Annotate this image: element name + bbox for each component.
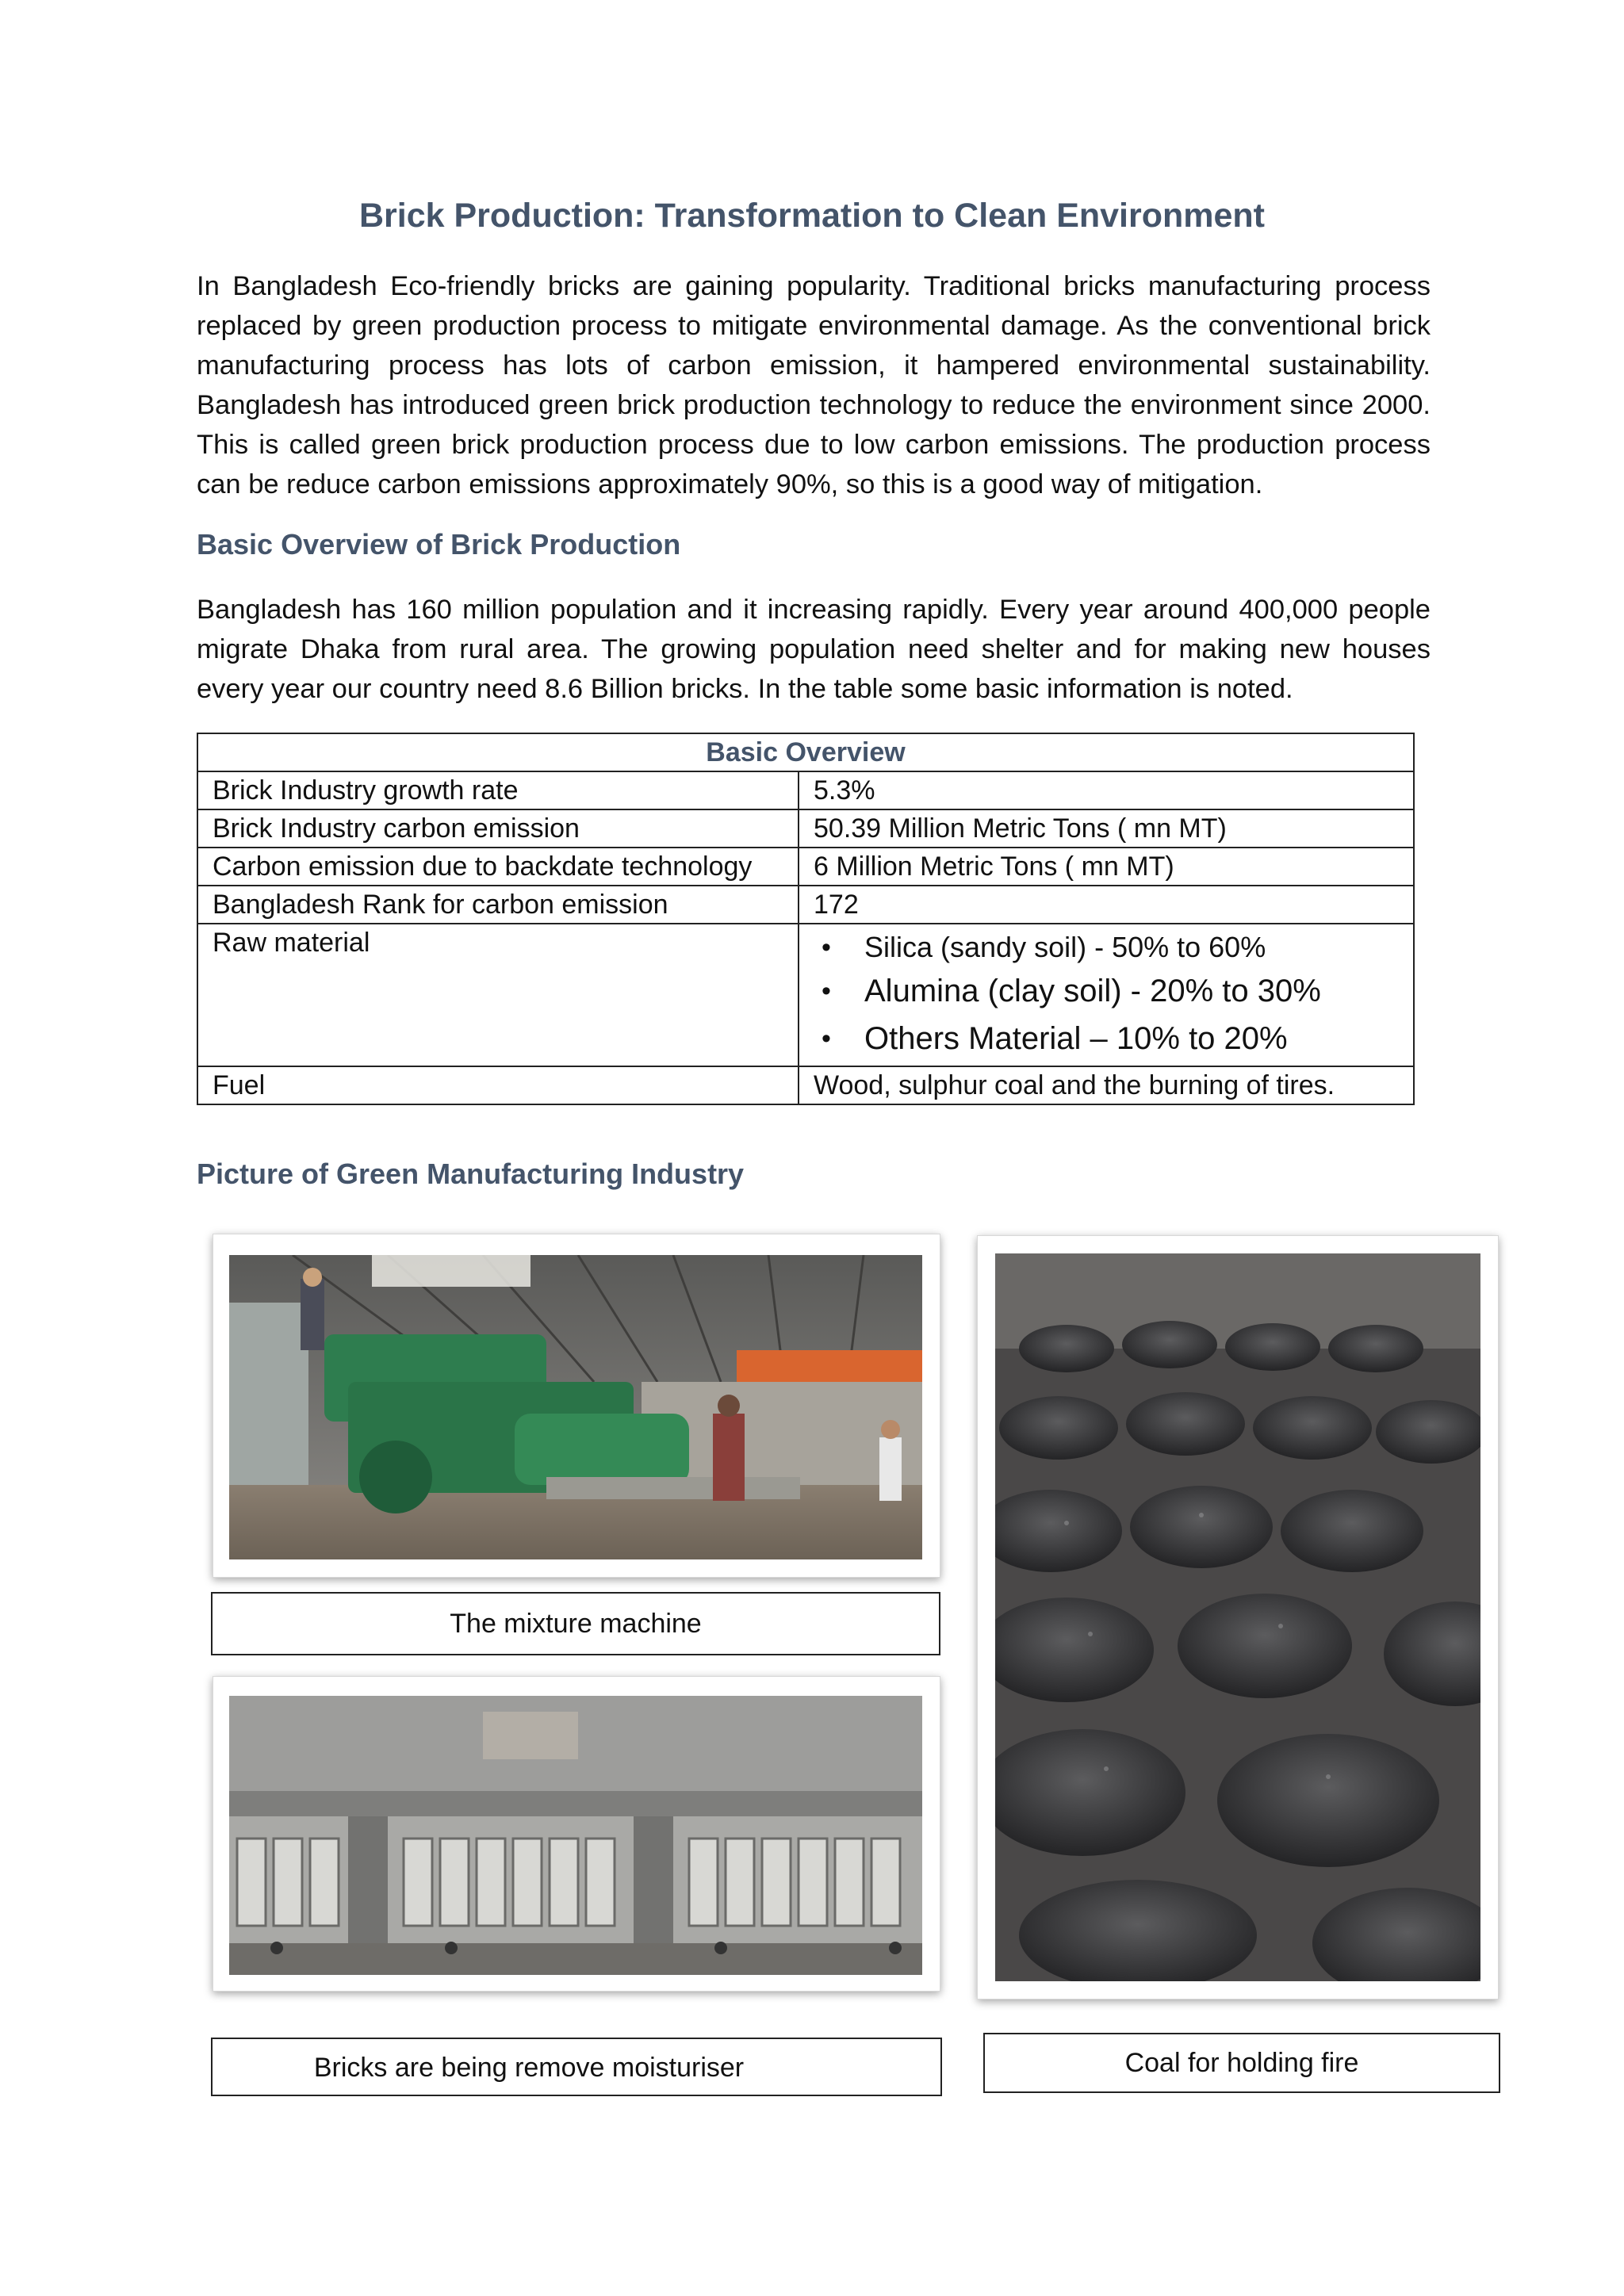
table-row [197,809,1414,848]
table-cell-value: 6 Million Metric Tons ( mn MT) [799,848,1414,886]
table-cell-label: Brick Industry carbon emission [197,809,799,848]
table-cell-label: Bangladesh Rank for carbon emission [197,886,799,924]
table-cell-label: Raw material [197,924,799,1066]
raw-material-list [814,924,1399,1066]
table-row [197,1066,1414,1104]
intro-paragraph: In Bangladesh Eco-friendly bricks are gaining popularity. Traditional bricks manufacturing process replaced by green production process to mitigate environmental damage. As the conventional brick manufacturing process has lots of carbon emission, it hampered environmental sustainability. Bangladesh has introduced green brick production technology to reduce the environment since 2000. This is called green brick production process due to low carbon emissions. The production process can be reduce carbon emissions approximately 90%, so this is a good way of mitigation. [197,271,1431,499]
section-heading-pictures: Picture of Green Manufacturing Industry [197,1158,745,1190]
photo-frame-machine [213,1234,940,1578]
table-cell-value: Wood, sulphur coal and the burning of tires. [799,1066,1414,1104]
list-item: • Alumina (clay soil) - 20% to 30% [814,967,1399,1015]
raw-material-cell [799,924,1414,1066]
bricks-photo [229,1696,922,1975]
table-cell-label: Brick Industry growth rate [197,771,799,809]
caption-machine: The mixture machine [211,1592,940,1655]
table-row [197,848,1414,886]
section-heading-overview: Basic Overview of Brick Production [197,528,681,561]
coal-photo [995,1253,1480,1981]
table-cell-label: Carbon emission due to backdate technology [197,848,799,886]
page-title: Brick Production: Transformation to Clean Environment [358,197,1266,235]
table-row [197,886,1414,924]
table-cell-label: Fuel [197,1066,799,1104]
caption-bricks: Bricks are being remove moisturiser [211,2038,942,2096]
table-row [197,771,1414,809]
overview-paragraph: Bangladesh has 160 million population and it increasing rapidly. Every year around 400,000 people migrate Dhaka from rural area. The growing population need shelter and for making new houses every year our country need 8.6 Billion bricks. In the table some basic information is noted. [197,595,1431,704]
caption-coal: Coal for holding fire [983,2033,1500,2093]
table-cell-value: 172 [799,886,1414,924]
list-item: • Silica (sandy soil) - 50% to 60% [814,928,1399,967]
table-row [197,924,1414,1066]
list-item: • Others Material – 10% to 20% [814,1015,1399,1062]
table-header: Basic Overview [197,733,1414,771]
photo-frame-coal [977,1235,1499,1999]
machine-photo [229,1255,922,1559]
photo-frame-bricks [213,1676,940,1992]
table-cell-value: 50.39 Million Metric Tons ( mn MT) [799,809,1414,848]
table-cell-value: 5.3% [799,771,1414,809]
overview-table [197,733,1415,1105]
